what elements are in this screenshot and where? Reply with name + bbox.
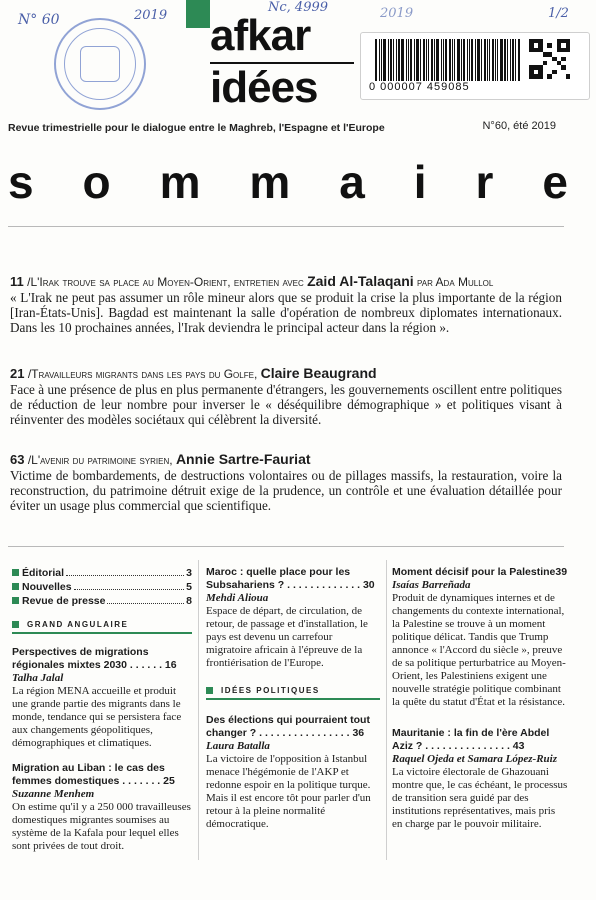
- barcode-bar: [434, 39, 435, 81]
- feature-subject: L'avenir du patrimoine syrien,: [31, 453, 173, 467]
- section-heading: GRAND ANGULAIRE: [12, 620, 192, 634]
- logo-accent-bar: [186, 0, 210, 28]
- barcode-bar: [436, 39, 439, 81]
- barcode-bar: [484, 39, 486, 81]
- article-page: 25: [163, 775, 175, 787]
- logo-idees: idées: [210, 63, 318, 112]
- tagline: Revue trimestrielle pour le dialogue entre le Maghreb, l'Espagne et l'Europe: [8, 122, 385, 134]
- barcode-bar: [379, 39, 380, 81]
- feature-subject: L'Irak trouve sa place au Moyen-Orient, entretien avec: [30, 275, 304, 289]
- feature-summary: Victime de bombardements, de destructions volontaires ou de pillages massifs, la restauration, voire la reconstruction, du patrimoine détruit exige de la prudence, un contrôle et une évaluation détaillée pour éviter un usage plus commercial que scientifique.: [10, 468, 562, 513]
- handwritten-fraction: 1/2: [548, 6, 569, 21]
- barcode-bar: [443, 39, 444, 81]
- square-bullet-icon: [12, 583, 19, 590]
- article-summary: On estime qu'il y a 250 000 travailleuses domestiques migrantes soumises au système de la Kafala pour lequel elles sont privées de tout droit.: [12, 801, 191, 852]
- barcode-bar: [416, 39, 419, 81]
- barcode-bar: [410, 39, 412, 81]
- barcode-bar: [461, 39, 462, 81]
- page-title: [8, 152, 568, 212]
- barcode-bar: [426, 39, 427, 81]
- feature-article: 63 /L'avenir du patrimoine syrien, Annie Sartre-Fauriat Victime de bombardements, de destructions volontaires ou de pillages massifs, la restauration, voire la reconstruction, du patrimoine détruit exige de la prudence, un contrôle et une évaluation détaillée pour éviter un usage plus commercial que scientifique.: [10, 451, 562, 513]
- issue-number: N°60, été 2019: [482, 120, 556, 132]
- feature-article: 11 /L'Irak trouve sa place au Moyen-Orient, entretien avec Zaid Al-Talaqani par Ada Mullol « L'Irak ne peut pas assumer un rôle mineur alors que se produit la crise la plus importante de la région [Iran-États-Unis]. Bagdad est maintenant la salle d'opération de nombreux diplomates internationaux. Dans les 10 prochaines années, l'Irak deviendra le principal acteur dans la région ».: [10, 273, 562, 335]
- barcode-bar: [469, 39, 470, 81]
- barcode-bar: [475, 39, 476, 81]
- square-bullet-icon: [12, 621, 19, 628]
- barcode-bar: [515, 39, 516, 81]
- middle-column: [206, 566, 380, 831]
- article-entry: [392, 566, 568, 709]
- feature-page: 21: [10, 366, 25, 381]
- title-letter: r: [475, 156, 494, 208]
- section-rule: [8, 546, 564, 547]
- handwritten-issue-number: N° 60: [18, 12, 60, 28]
- left-column: [12, 566, 192, 853]
- barcode-bar: [477, 39, 480, 81]
- barcode-bar: [390, 39, 392, 81]
- barcode-sticker: [360, 32, 590, 100]
- qr-module: [543, 52, 548, 56]
- title-letter: a: [339, 156, 365, 208]
- article-page: 36: [352, 727, 365, 739]
- library-stamp: [54, 18, 146, 110]
- barcode-bar: [431, 39, 433, 81]
- barcode-bar: [441, 39, 442, 81]
- barcode-bar: [457, 39, 460, 81]
- barcode-bar: [497, 39, 498, 81]
- barcode-bar: [512, 39, 514, 81]
- barcode-bar: [396, 39, 397, 81]
- barcode-number: 0 000007 459085: [369, 81, 470, 93]
- handwritten-year-left: 2019: [134, 8, 168, 23]
- barcode-bar: [467, 39, 468, 81]
- article-title: Perspectives de migrations régionales mixtes 2030: [12, 646, 149, 671]
- toc-item: Éditorial 3: [12, 566, 192, 580]
- article-author: Raquel Ojeda et Samara López-Ruiz: [392, 753, 558, 765]
- article-title: Migration au Liban : le cas des femmes domestiques: [12, 762, 165, 787]
- qr-module: [543, 61, 548, 65]
- barcode-bars: [375, 39, 523, 81]
- feature-author: Zaid Al-Talaqani: [307, 273, 414, 289]
- barcode-bar: [423, 39, 425, 81]
- feature-summary: Face à une présence de plus en plus permanente d'étrangers, les gouvernements oscillent entre politiques de réduction de leur nombre pour inverser le « déséquilibre démographique » et politiques visant à réinventer des modèles sociétaux qui célèbrent la diversité.: [10, 382, 562, 427]
- article-title: Mauritanie : la fin de l'ère Abdel Aziz ?: [392, 727, 550, 752]
- barcode-bar: [428, 39, 429, 81]
- barcode-bar: [489, 39, 490, 81]
- article-title: Des élections qui pourraient tout changer ?: [206, 714, 370, 739]
- feature-page: 63: [10, 452, 25, 467]
- qr-module: [547, 74, 552, 78]
- barcode-bar: [388, 39, 389, 81]
- article-summary: Espace de départ, de circulation, de retour, de passage et d'installation, le pays est devenu un carrefour migratoire africain à l'épreuve de la frontiérisation de l'Europe.: [206, 605, 368, 669]
- qr-module: [561, 65, 566, 69]
- barcode-bar: [408, 39, 409, 81]
- feature-article: 21 /Travailleurs migrants dans les pays du Golfe, Claire Beaugrand Face à une présence de plus en plus permanente d'étrangers, les gouvernements oscillent entre politiques de réduction de leur nombre pour inverser le « déséquilibre démographique » et politiques visant à réinventer des modèles sociétaux qui célèbrent la diversité.: [10, 365, 562, 427]
- barcode-bar: [449, 39, 451, 81]
- barcode-bar: [393, 39, 394, 81]
- article-author: Suzanne Menhem: [12, 788, 95, 800]
- barcode-bar: [383, 39, 386, 81]
- barcode-bar: [463, 39, 465, 81]
- barcode-bar: [481, 39, 482, 81]
- barcode-bar: [398, 39, 400, 81]
- barcode-bar: [420, 39, 421, 81]
- article-title: Moment décisif pour la Palestine: [392, 566, 556, 578]
- square-bullet-icon: [12, 569, 19, 576]
- feature-author: Annie Sartre-Fauriat: [175, 451, 311, 467]
- title-letter: s: [8, 156, 34, 208]
- logo-afkar: afkar: [210, 11, 311, 60]
- feature-byline: par Ada Mullol: [417, 275, 494, 289]
- column-divider: [198, 560, 199, 860]
- title-letter: e: [542, 156, 568, 208]
- article-entry: Maroc : quelle place pour les Subsahariens ? . . . . . . . . . . . . . 30 Mehdi Alioua Espace de départ, de circulation, de retour, de passage et d'installation, le pays est devenu un carrefour migratoire africain à l'épreuve de la frontiérisation de l'Europe.: [206, 566, 380, 670]
- barcode-bar: [414, 39, 415, 81]
- article-summary: La victoire électorale de Ghazouani montre que, le cas échéant, le processus de transition sera guidé par des institutions représentatives, mais pris en charge par le pouvoir militaire.: [392, 766, 568, 830]
- feature-page: 11: [10, 274, 24, 289]
- barcode-bar: [492, 39, 494, 81]
- qr-module: [561, 57, 566, 61]
- barcode-bar: [401, 39, 404, 81]
- article-author: Isaías Barreñada: [392, 579, 471, 591]
- title-letter: m: [159, 156, 201, 208]
- barcode-bar: [445, 39, 447, 81]
- barcode-bar: [471, 39, 473, 81]
- title-letter: o: [82, 156, 111, 208]
- feature-subject: Travailleurs migrants dans les pays du Golfe,: [31, 367, 258, 381]
- qr-module: [547, 43, 552, 47]
- article-entry: Mauritanie : la fin de l'ère Abdel Aziz ? . . . . . . . . . . . . . . . 43 Raquel Ojeda et Samara López-Ruiz La victoire électorale de Ghazouani montre que, le cas échéant, le processus de transition sera guidé par des institutions représentatives, mais pris en charge par le pouvoir militaire.: [392, 727, 568, 830]
- barcode-bar: [500, 39, 503, 81]
- title-rule: [8, 226, 564, 227]
- barcode-bar: [504, 39, 506, 81]
- feature-author: Claire Beaugrand: [260, 365, 377, 381]
- feature-summary: « L'Irak ne peut pas assumer un rôle mineur alors que se produit la crise la plus importante de la région [Iran-États-Unis]. Bagdad est maintenant la salle d'opération de nombreux diplomates internationaux. Dans les 10 prochaines années, l'Irak deviendra le principal acteur dans la région ».: [10, 290, 562, 335]
- qr-code: [529, 39, 573, 81]
- square-bullet-icon: [12, 597, 19, 604]
- article-page: 16: [164, 659, 177, 671]
- article-author: Mehdi Alioua: [206, 592, 269, 604]
- handwritten-reference: Nc, 4999: [268, 0, 329, 15]
- article-page: 43: [512, 740, 525, 752]
- article-entry: Migration au Liban : le cas des femmes domestiques . . . . . . . 25 Suzanne Menhem On estime qu'il y a 250 000 travailleuses domestiques migrantes soumises au système de la Kafala pour lequel elles sont privées de tout droit.: [12, 762, 191, 852]
- handwritten-year-right: 2019: [380, 6, 414, 21]
- barcode-bar: [375, 39, 377, 81]
- title-letter: i: [413, 156, 427, 208]
- right-column: [392, 566, 568, 831]
- barcode-bar: [406, 39, 407, 81]
- barcode-bar: [452, 39, 453, 81]
- section-heading: IDÉES POLITIQUES: [206, 686, 380, 700]
- article-entry: Des élections qui pourraient tout changer ? . . . . . . . . . . . . . . . . 36 Laura Batalla La victoire de l'opposition à Istanbul menace l'hégémonie de l'AKP et redonne espoir en la politique turque. Mais il est encore tôt pour parler d'un retour à la pleine normalité démocratique.: [206, 714, 380, 831]
- square-bullet-icon: [206, 687, 213, 694]
- title-letter: m: [249, 156, 291, 208]
- barcode-bar: [518, 39, 520, 81]
- article-entry: Perspectives de migrations régionales mixtes 2030 . . . . . . 16 Talha Jalal La région MENA accueille et produit une grande partie des migrants dans le monde, tendance qui se persistera face aux changements géopolitiques, démographiques et climatiques.: [12, 646, 192, 750]
- barcode-bar: [381, 39, 382, 81]
- article-summary: La région MENA accueille et produit une grande partie des migrants dans le monde, tendance qui se persistera face aux changements géopolitiques, démographiques et climatiques.: [12, 685, 182, 749]
- article-title: Maroc : quelle place pour les Subsahariens ?: [206, 566, 351, 591]
- article-page: 39: [555, 566, 568, 578]
- barcode-bar: [495, 39, 496, 81]
- barcode-bar: [510, 39, 511, 81]
- article-author: Talha Jalal: [12, 672, 64, 684]
- toc-item: Nouvelles 5: [12, 580, 192, 594]
- article-author: Laura Batalla: [206, 740, 270, 752]
- article-summary: La victoire de l'opposition à Istanbul menace l'hégémonie de l'AKP et redonne espoir en la politique turque. Mais il est encore tôt pour parler d'un retour à la pleine normalité démocratique.: [206, 753, 371, 830]
- article-summary: Produit de dynamiques internes et de changements du contexte international, la Palestine se trouve à un moment politique délicat. Tandis que Trump annonce « l'Accord du siècle », preuve de sa politique perturbatrice au Moyen-Orient, les Palestiniens exigent une nouvelle stratégie politique combinant la quête du statut d'État et la résistance.: [392, 592, 566, 708]
- barcode-bar: [507, 39, 508, 81]
- qr-module: [552, 70, 557, 74]
- qr-module: [566, 48, 571, 52]
- toc-item: Revue de presse 8: [12, 594, 192, 608]
- qr-module: [538, 74, 543, 78]
- article-page: 30: [362, 579, 375, 591]
- barcode-bar: [454, 39, 455, 81]
- column-divider: [386, 560, 387, 860]
- barcode-bar: [487, 39, 488, 81]
- qr-module: [566, 74, 571, 78]
